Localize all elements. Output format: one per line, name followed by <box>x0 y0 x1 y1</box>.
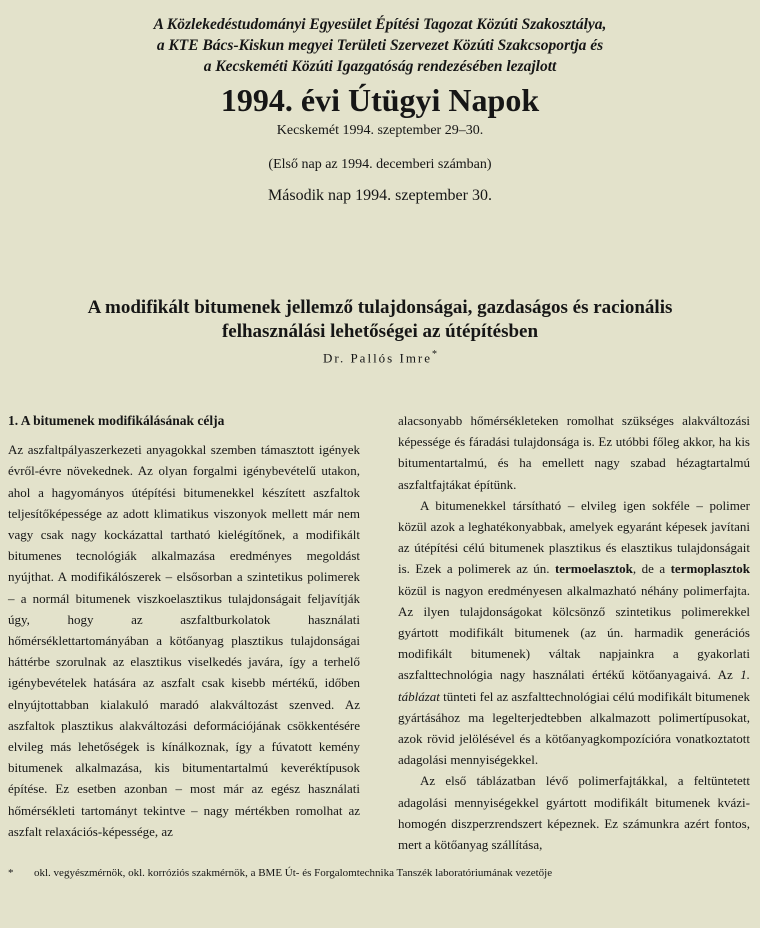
paragraph-2-text-c: közül is nagyon eredményesen alkalmazható néhány polimerfajta. Az ilyen tulajdonságokat kölcsönző szintetikus polimerekkel gyártott modifikált bitumenek (az ún. harmadik generációs modifikált bitumenek) váltak napjainkra a gyakorlati aszfalttechnológia nagy használati értékű kötőanyagaivá. Az <box>398 582 750 683</box>
right-paragraph-2 <box>398 495 750 771</box>
right-paragraph-1: alacsonyabb hőmérsékleteken romolhat szükséges alakváltozási képessége és fáradási tulajdonsága is. Ez utóbbi főleg akkor, ha kis bitumentartalmú, és ha emellett nagy szabad hézagtartalmú aszfaltfajtákat építünk. <box>398 413 750 492</box>
footnote-mark: * <box>8 867 14 879</box>
footnote-text: okl. vegyészmérnök, okl. korróziós szakmérnök, a BME Út- és Forgalomtechnika Tanszék laboratóriumának vezetője <box>34 867 553 879</box>
paragraph-2-text-d: tünteti fel az aszfalttechnológiai célú modifikált bitumenek gyártásához ma legelterjedtebben alkalmazott polimertípusokat, azok rövid jelölésével és a kötőanyagkompozícióra vonatkoztatott adagolási mennyiségekkel. <box>398 688 750 768</box>
article-title-line-2: felhasználási lehetőségei az útépítésben <box>221 321 539 342</box>
organizer-line-2: a KTE Bács-Kiskun megyei Területi Szervezet Közúti Szakcsoportja és <box>156 37 604 54</box>
term-termoplasztok: termoplasztok <box>670 561 751 577</box>
left-paragraph-1: Az aszfaltpályaszerkezeti anyagokkal szemben támasztott igények évről-évre növekednek. Az olyan forgalmi igénybevételű utakon, ahol a hagyományos útépítési bitumenekkel készített aszfaltok teljesítőképessége az adott klimatikus viszonyok mellett már nem vagy csak nagy kockázattal tartható kielégítőnek, a modifikált bitumenes tecnológiák alkalmazása eredményes megoldást nyújthat. A modifikálószerek – elsősorban a szintetikus polimerek – a normál bitumenek viszkoelasztikus tulajdonságait feljavítják úgy, hogy az aszfaltburkolatok használati hőmérséklettartományában a kötőanyag plasztikus tulajdonságai háttérbe szorulnak az elasztikus viselkedés javára, így a terhelő igénybevételek hatására az aszfalt csak kisebb mértékű, időben elnyújtottabban kialakuló maradó alakváltozást szenved. Az aszfaltok plasztikus alakváltozási deformációjának csökkentésére elvileg más lehetőségek is kínálkoznak, így a fúvatott kemény bitumenek alkalmazása, kis bitumentartalmú keveréktípusok építése. Ez esetben azonban – most már az egész használati hőmérsékleti tartományt tekintve – nagy mértékben romolhat az aszfalt relaxációs-képessége, az <box>8 442 360 839</box>
paragraph-2-text-b: , de a <box>632 561 666 577</box>
table-reference: 1. táblázat <box>398 667 751 704</box>
author-byline <box>0 346 760 367</box>
section-heading: 1. A bitumenek modifikálásának célja <box>8 413 225 428</box>
first-day-note: (Első nap az 1994. decemberi számban) <box>268 157 492 172</box>
author-name: Dr. Pallós Imre <box>322 350 433 366</box>
venue-date: Kecskemét 1994. szeptember 29–30. <box>276 123 484 138</box>
right-column <box>398 410 750 855</box>
second-day-heading: Második nap 1994. szeptember 30. <box>268 187 492 204</box>
organizer-line-3: a Kecskeméti Közúti Igazgatóság rendezésében lezajlott <box>203 58 557 75</box>
event-title: 1994. évi Útügyi Napok <box>220 82 540 118</box>
author-footnote-mark: * <box>432 349 438 360</box>
issue-header <box>0 14 760 207</box>
right-paragraph-3: Az első táblázatban lévő polimerfajtákkal, a feltüntetett adagolási mennyiségekkel gyártott modifikált bitumenek kvázi-homogén diszperzrendszert képeznek. Ez számunkra azért fontos, mert a kötőanyag szállítása, <box>398 773 750 853</box>
paragraph-2-text-a: A bitumenekkel társítható – elvileg igen sokféle – polimer közül azok a leghatékonyabbak, amelyek egyaránt képesek javítani az útépítési célú bitumenek plasztikus és elasztikus tulajdonságait is. Ezek a polimerek az ún. <box>398 497 750 577</box>
term-termoelasztok: termoelasztok <box>554 561 633 577</box>
article-title <box>0 296 760 344</box>
organizer-line-1: A Közlekedéstudományi Egyesület Építési Tagozat Közúti Szakosztálya, <box>153 16 607 33</box>
footnote <box>8 866 748 880</box>
left-column <box>8 410 360 842</box>
article-title-line-1: A modifikált bitumenek jellemző tulajdonságai, gazdaságos és racionális <box>87 297 673 318</box>
